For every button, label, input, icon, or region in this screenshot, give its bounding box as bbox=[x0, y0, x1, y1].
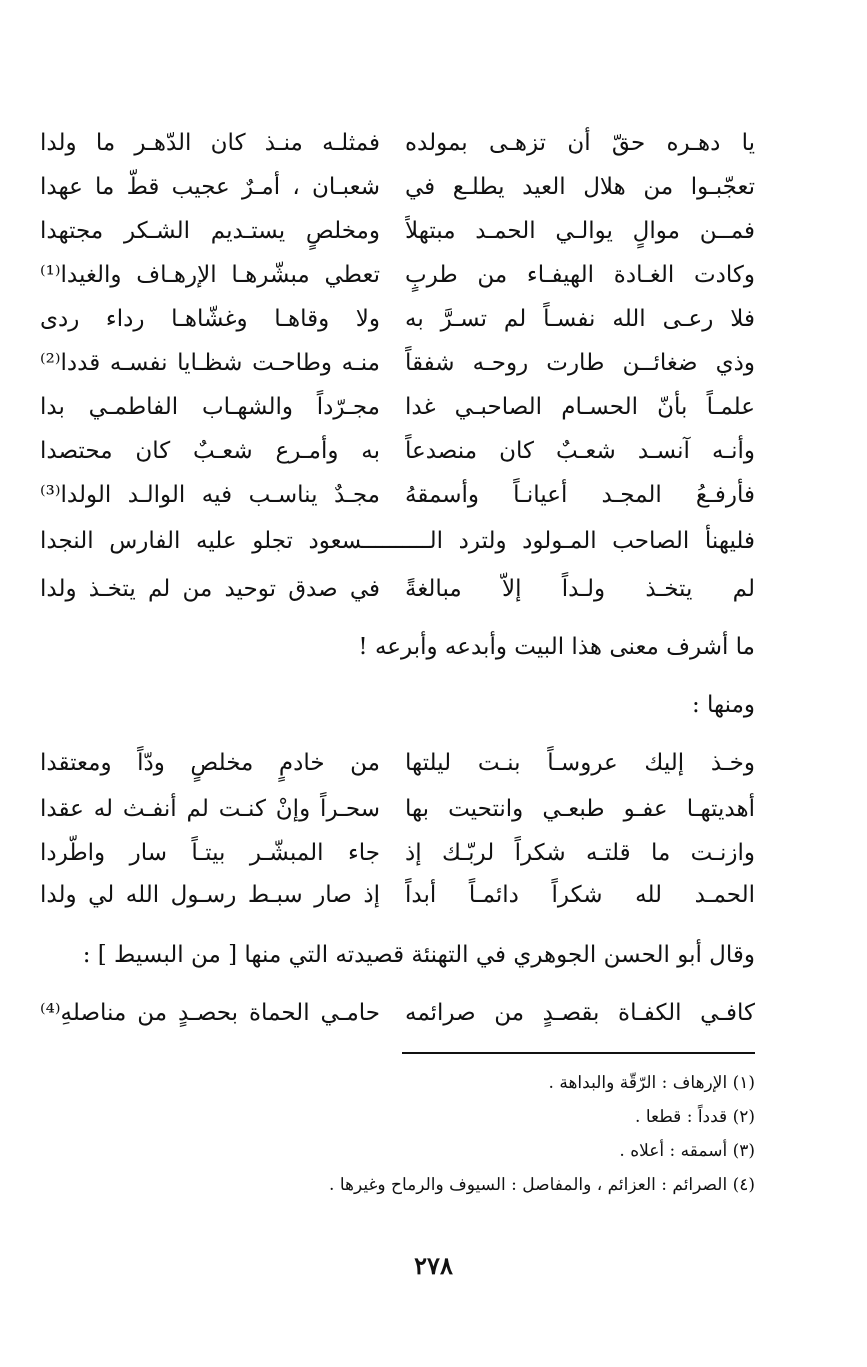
verse-second-hemistich: فمثلـه منـذ كان الدّهـر ما ولدا bbox=[40, 130, 380, 156]
prose-line: وقال أبو الحسن الجوهري في التهنئة قصيدته التي منها [ من البسيط ] : bbox=[82, 942, 755, 968]
verse-first-hemistich: الحمـد لله شكراً دائمـاً أبداً bbox=[405, 882, 755, 908]
verse-second-hemistich: جاء المبشّـر بيتـاً سار واطّردا bbox=[40, 840, 380, 866]
verse-line bbox=[40, 384, 755, 430]
footnote: (١) الإرهاف : الرّقّة والبداهة . bbox=[548, 1073, 755, 1093]
footnote-separator bbox=[402, 1052, 755, 1054]
verse-line bbox=[40, 120, 755, 166]
verse-line bbox=[40, 830, 755, 876]
verse-line bbox=[40, 428, 755, 474]
verse-second-hemistich: سحـراً وإنْ كنـت لم أنفـث له عقدا bbox=[40, 796, 380, 822]
verse-second-hemistich: تعطي مبشّرهـا الإرهـاف والغيدا⁽¹⁾ bbox=[40, 262, 380, 288]
verse-first-hemistich: تعجّبـوا من هلال العيد يطلـع في bbox=[405, 174, 755, 200]
page-number: ٢٧٨ bbox=[414, 1251, 453, 1280]
verse-second-hemistich: في صدق توحيد من لم يتخـذ ولدا bbox=[40, 576, 380, 602]
verse-full-text: فليهنأ الصاحب المـولود ولترد الــــــــــسعود تجلو عليه الفارس النجدا bbox=[40, 528, 755, 554]
verse-second-hemistich: من خادمٍ مخلصٍ ودّاً ومعتقدا bbox=[40, 750, 380, 776]
verse-second-hemistich: ولا وقاهـا وغشّاهـا رداء ردى bbox=[40, 306, 380, 332]
verse-first-hemistich: يا دهـره حقّ أن تزهـى بمولده bbox=[405, 130, 755, 156]
verse-line-full bbox=[40, 518, 755, 564]
verse-line bbox=[40, 786, 755, 832]
verse-second-hemistich: ومخلصٍ يستـديم الشـكر مجتهدا bbox=[40, 218, 380, 244]
verse-first-hemistich: وكادت الغـادة الهيفـاء من طربٍ bbox=[405, 262, 755, 288]
verse-first-hemistich: وازنـت ما قلتـه شكراً لربّـك إذ bbox=[405, 840, 755, 866]
verse-line bbox=[40, 740, 755, 786]
verse-line bbox=[40, 990, 755, 1036]
verse-first-hemistich: كافـي الكفـاة بقصـدٍ من صرائمه bbox=[405, 1000, 755, 1026]
footnote: (٤) الصرائم : العزائم ، والمفاصل : السيوف والرماح وغيرها . bbox=[329, 1175, 755, 1195]
verse-second-hemistich: به وأمـرع شعـبٌ كان محتصدا bbox=[40, 438, 380, 464]
verse-line bbox=[40, 252, 755, 298]
verse-first-hemistich: وذي ضغائــن طارت روحـه شفقاً bbox=[405, 350, 755, 376]
verse-line bbox=[40, 340, 755, 386]
prose-line: ومنها : bbox=[691, 692, 755, 718]
verse-second-hemistich: مجـدٌ يناسـب فيه الوالـد الولدا⁽³⁾ bbox=[40, 482, 380, 508]
verse-first-hemistich: أهديتهـا عفـو طبعـي وانتحيت بها bbox=[405, 796, 755, 822]
verse-line bbox=[40, 472, 755, 518]
verse-first-hemistich: لم يتخـذ ولـداً إلاّ مبالغةً bbox=[405, 576, 755, 602]
verse-first-hemistich: وأنـه آنسـد شعـبٌ كان منصدعاً bbox=[405, 438, 755, 464]
verse-line bbox=[40, 208, 755, 254]
footnote: (٢) قدداً : قطعا . bbox=[635, 1107, 755, 1127]
verse-first-hemistich: فأرفـعُ المجـد أعيانـاً وأسمقهُ bbox=[405, 482, 755, 508]
verse-line bbox=[40, 872, 755, 918]
verse-first-hemistich: وخـذ إليك عروسـاً بنـت ليلتها bbox=[405, 750, 755, 776]
verse-first-hemistich: فمــن موالٍ يوالـي الحمـد مبتهلاً bbox=[405, 218, 755, 244]
verse-line bbox=[40, 296, 755, 342]
verse-first-hemistich: علمـاً بأنّ الحسـام الصاحبـي غدا bbox=[405, 394, 755, 420]
prose-line: ما أشرف معنى هذا البيت وأبدعه وأبرعه ! bbox=[358, 634, 755, 660]
verse-second-hemistich: مجـرّداً والشهـاب الفاطمـي بدا bbox=[40, 394, 380, 420]
verse-second-hemistich: منـه وطاحـت شظـايا نفسـه قددا⁽²⁾ bbox=[40, 350, 380, 376]
verse-second-hemistich: إذ صار سبـط رسـول الله لي ولدا bbox=[40, 882, 380, 908]
verse-first-hemistich: فلا رعـى الله نفسـاً لم تسـرَّ به bbox=[405, 306, 755, 332]
footnote: (٣) أسمقه : أعلاه . bbox=[619, 1141, 755, 1161]
verse-second-hemistich: شعبـان ، أمـرٌ عجيب قطّ ما عهدا bbox=[40, 174, 380, 200]
verse-second-hemistich: حامـي الحماة بحصـدٍ من مناصلهِ⁽⁴⁾ bbox=[40, 1000, 380, 1026]
verse-line bbox=[40, 566, 755, 612]
verse-line bbox=[40, 164, 755, 210]
